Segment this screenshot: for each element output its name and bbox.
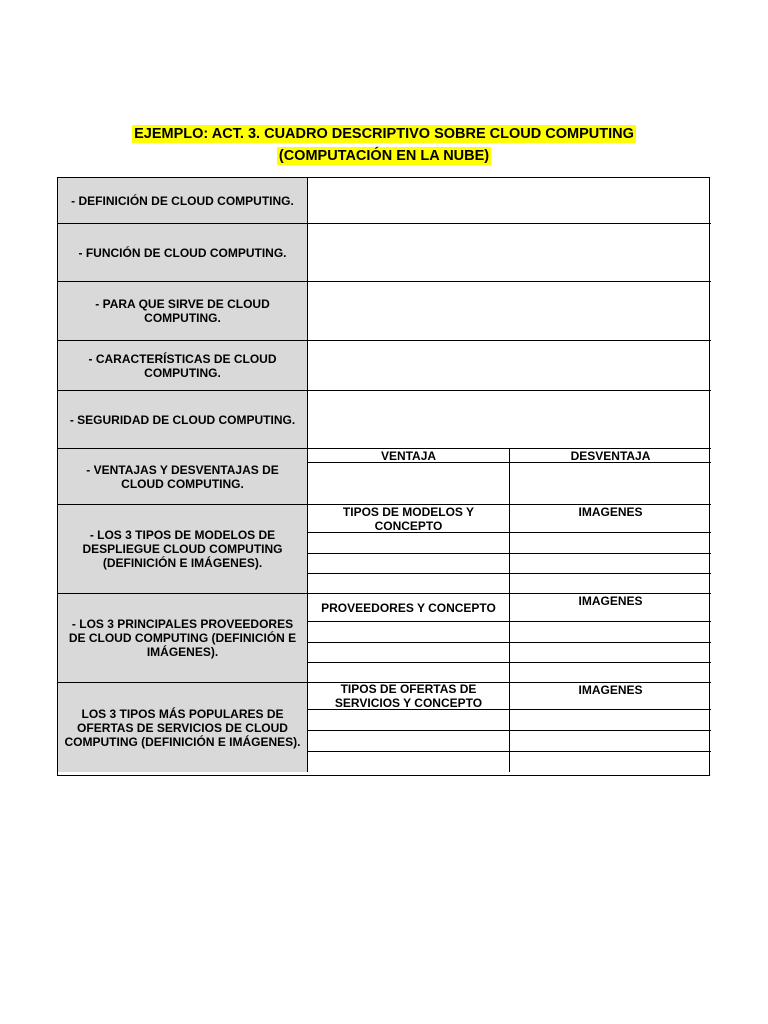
header-imagenes-modelos: IMAGENES	[510, 505, 711, 533]
answer-cell-oferta-2[interactable]	[308, 731, 510, 752]
header-desventaja: DESVENTAJA	[510, 449, 711, 463]
answer-cell-modelo-3-imagen[interactable]	[510, 574, 711, 594]
answer-cell-proveedor-3[interactable]	[308, 663, 510, 683]
header-proveedores-concepto: PROVEEDORES Y CONCEPTO	[308, 594, 510, 622]
answer-cell-ventaja[interactable]	[308, 463, 510, 505]
row-label-proveedores: - LOS 3 PRINCIPALES PROVEEDORES DE CLOUD COMPUTING (DEFINICIÓN E IMÁGENES).	[58, 594, 308, 683]
answer-cell-seguridad[interactable]	[308, 391, 711, 449]
header-tipos-ofertas: TIPOS DE OFERTAS DE SERVICIOS Y CONCEPTO	[308, 683, 510, 710]
answer-cell-para-que-sirve[interactable]	[308, 282, 711, 341]
title-line-2: (COMPUTACIÓN EN LA NUBE)	[278, 148, 490, 164]
answer-cell-modelo-2-imagen[interactable]	[510, 554, 711, 574]
answer-cell-definicion[interactable]	[308, 178, 711, 224]
answer-cell-modelo-2[interactable]	[308, 554, 510, 574]
row-label-caracteristicas: - CARACTERÍSTICAS DE CLOUD COMPUTING.	[58, 341, 308, 391]
header-ventaja: VENTAJA	[308, 449, 510, 463]
answer-cell-desventaja[interactable]	[510, 463, 711, 505]
answer-cell-caracteristicas[interactable]	[308, 341, 711, 391]
row-label-funcion: - FUNCIÓN DE CLOUD COMPUTING.	[58, 224, 308, 282]
answer-cell-modelo-1[interactable]	[308, 533, 510, 554]
row-label-para-que-sirve: - PARA QUE SIRVE DE CLOUD COMPUTING.	[58, 282, 308, 341]
answer-cell-oferta-3[interactable]	[308, 752, 510, 772]
answer-cell-modelo-3[interactable]	[308, 574, 510, 594]
answer-cell-funcion[interactable]	[308, 224, 711, 282]
answer-cell-proveedor-1-imagen[interactable]	[510, 622, 711, 643]
row-label-modelos: - LOS 3 TIPOS DE MODELOS DE DESPLIEGUE CLOUD COMPUTING (DEFINICIÓN E IMÁGENES).	[58, 505, 308, 594]
answer-cell-oferta-3-imagen[interactable]	[510, 752, 711, 772]
answer-cell-modelo-1-imagen[interactable]	[510, 533, 711, 554]
answer-cell-proveedor-2-imagen[interactable]	[510, 643, 711, 663]
answer-cell-proveedor-3-imagen[interactable]	[510, 663, 711, 683]
header-imagenes-ofertas: IMAGENES	[510, 683, 711, 710]
descriptive-table	[57, 177, 710, 776]
row-label-ofertas: LOS 3 TIPOS MÁS POPULARES DE OFERTAS DE SERVICIOS DE CLOUD COMPUTING (DEFINICIÓN E IMÁGENES).	[58, 683, 308, 772]
header-imagenes-proveedores: IMAGENES	[510, 594, 711, 622]
row-label-ventajas: - VENTAJAS Y DESVENTAJAS DE CLOUD COMPUTING.	[58, 449, 308, 505]
answer-cell-oferta-1[interactable]	[308, 710, 510, 731]
answer-cell-proveedor-1[interactable]	[308, 622, 510, 643]
row-label-seguridad: - SEGURIDAD DE CLOUD COMPUTING.	[58, 391, 308, 449]
title-line-1: EJEMPLO: ACT. 3. CUADRO DESCRIPTIVO SOBRE CLOUD COMPUTING	[134, 126, 634, 142]
document-title	[0, 125, 768, 169]
answer-cell-oferta-1-imagen[interactable]	[510, 710, 711, 731]
answer-cell-oferta-2-imagen[interactable]	[510, 731, 711, 752]
header-tipos-modelos: TIPOS DE MODELOS Y CONCEPTO	[308, 505, 510, 533]
row-label-definicion: - DEFINICIÓN DE CLOUD COMPUTING.	[58, 178, 308, 224]
answer-cell-proveedor-2[interactable]	[308, 643, 510, 663]
